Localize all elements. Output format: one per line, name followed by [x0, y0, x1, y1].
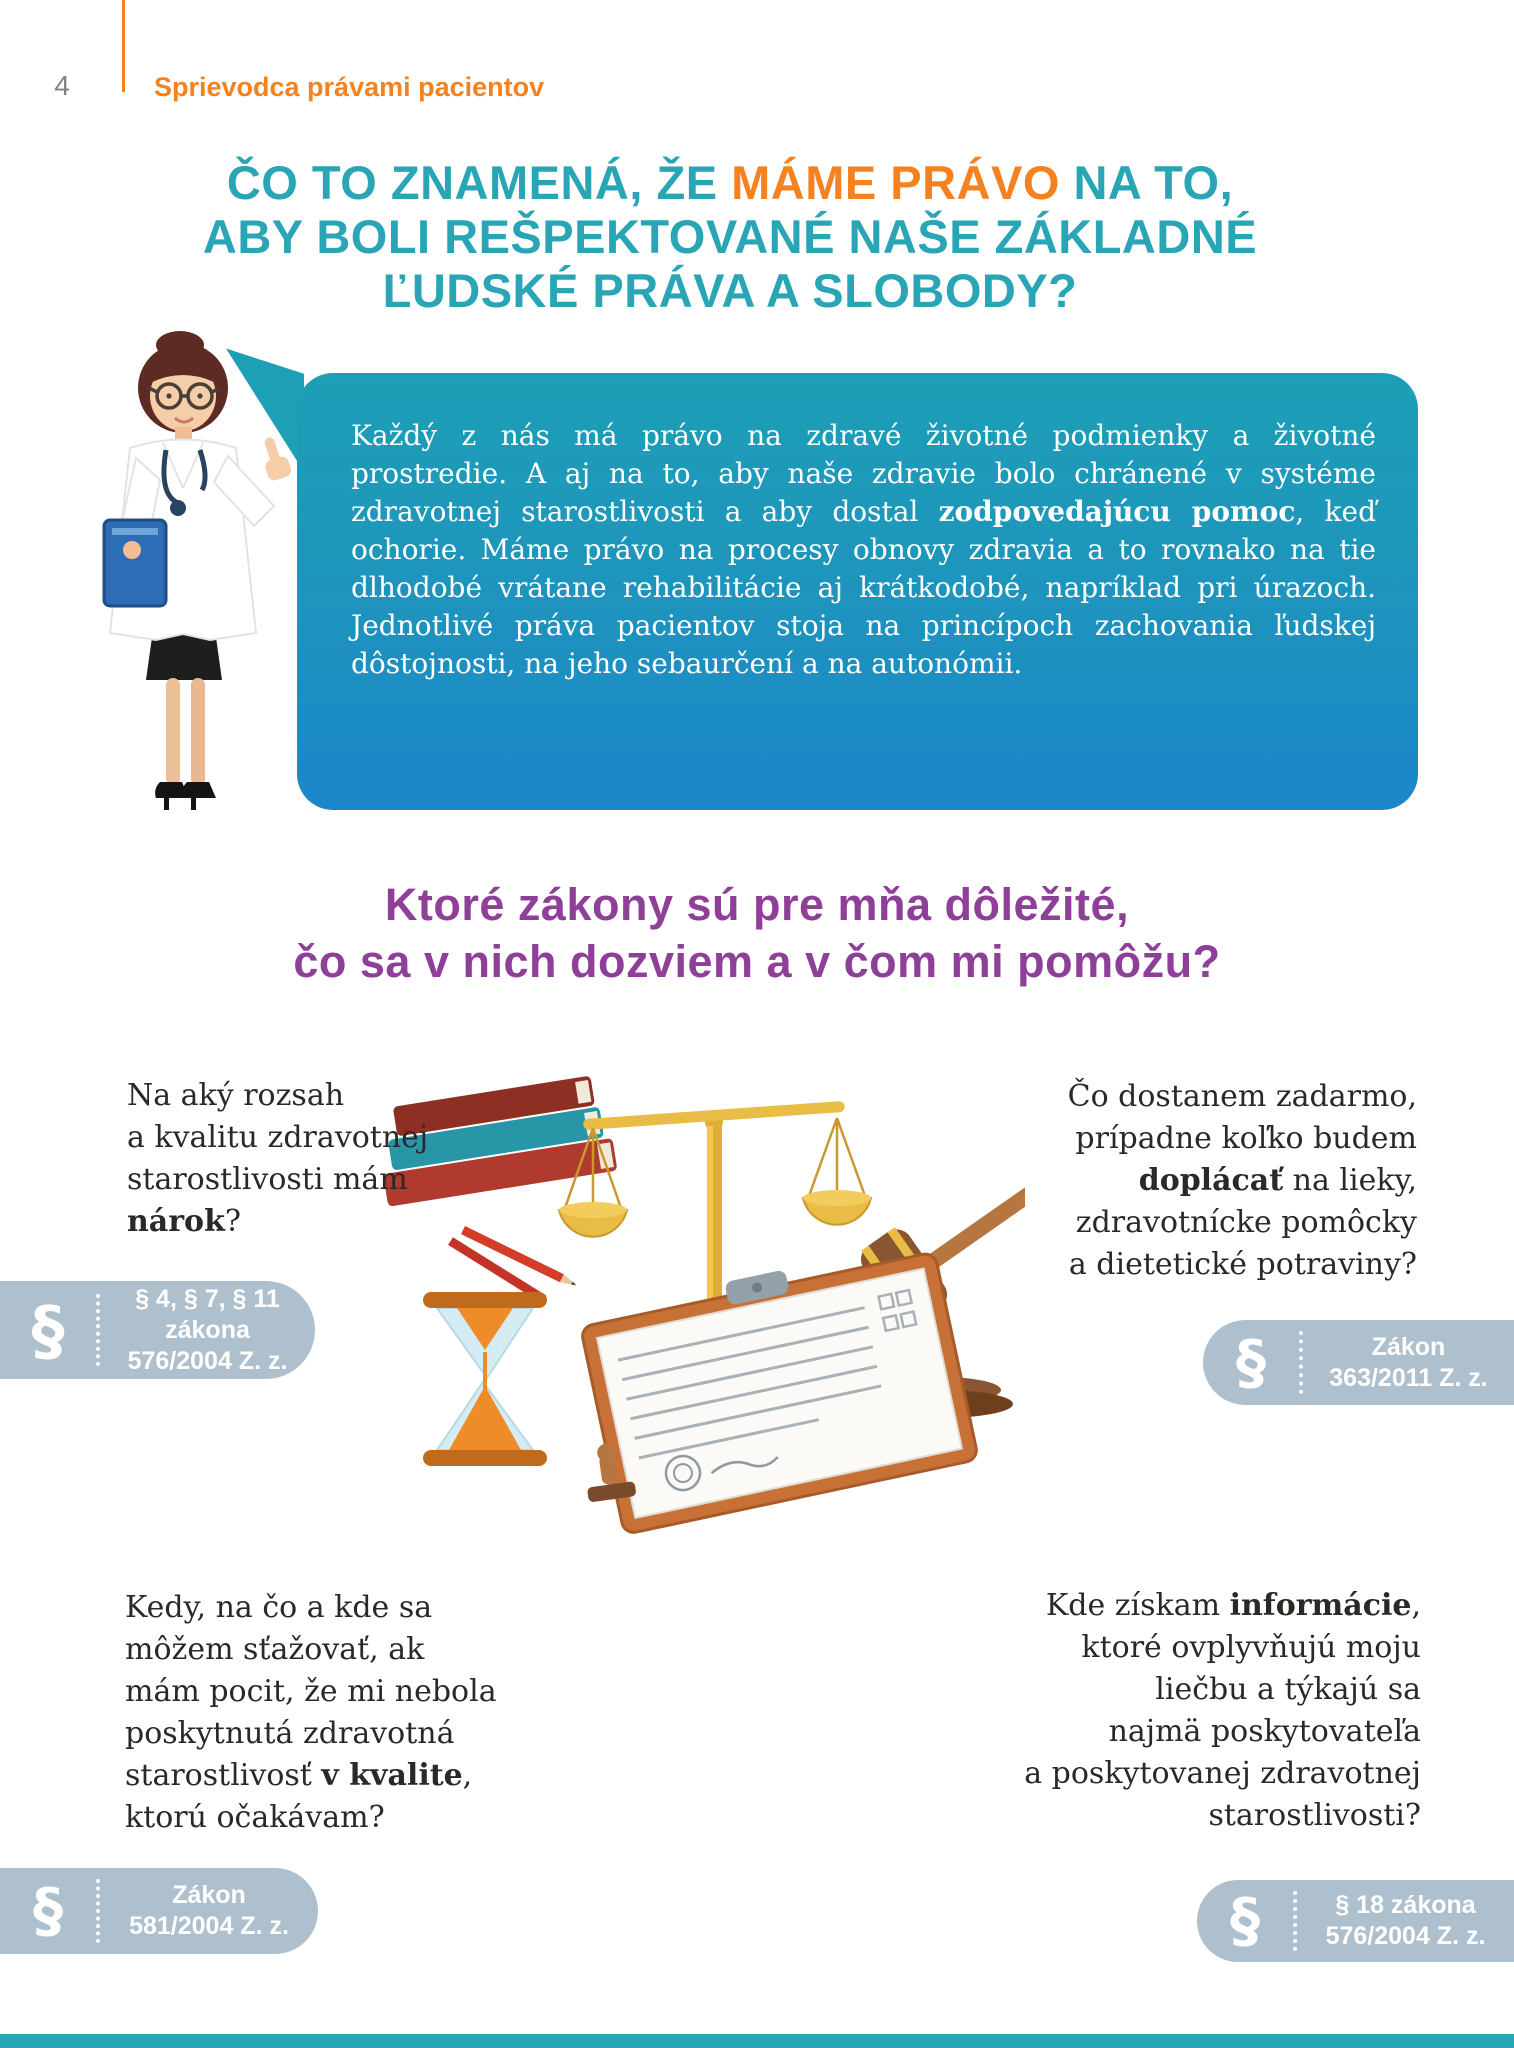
law-badge-line: 363/2011 Z. z.: [1329, 1363, 1488, 1392]
law-badge-line: § 4, § 7, § 11: [135, 1284, 280, 1313]
question-text: [125, 1587, 497, 1839]
law-badge: [1203, 1320, 1514, 1405]
paragraph-icon: §: [1230, 1886, 1260, 1956]
thumbs-up-icon: [257, 434, 293, 482]
question-line: najmä poskytovateľa: [1108, 1714, 1421, 1749]
question-block-bottom-right: [914, 1585, 1514, 1967]
question-text: [1024, 1585, 1421, 1837]
bubble-text-bold: zodpovedajúcu pomoc: [938, 495, 1296, 528]
header-title: Sprievodca právami pacientov: [154, 72, 545, 102]
question-line: zdravotnícke pomôcky: [1075, 1205, 1417, 1240]
paragraph-icon: §: [33, 1876, 63, 1946]
law-badge-text: [100, 1868, 318, 1954]
law-badge: [0, 1281, 315, 1379]
question-line: doplácať na lieky,: [1138, 1163, 1417, 1198]
question-line: liečbu a týkajú sa: [1155, 1672, 1421, 1707]
question-line: ktorú očakávam?: [125, 1800, 385, 1835]
question-line: Kedy, na čo a kde sa: [125, 1590, 433, 1625]
header-divider: [122, 0, 125, 92]
paragraph-icon: §: [1236, 1327, 1266, 1398]
question-line: nárok?: [127, 1204, 241, 1239]
section-heading-line1: Ktoré zákony sú pre mňa dôležité,: [384, 879, 1130, 930]
question-text: [1068, 1076, 1417, 1286]
question-line: ktoré ovplyvňujú moju: [1081, 1630, 1421, 1665]
page-number: 4: [54, 70, 70, 101]
question-line: môžem sťažovať, ak: [125, 1632, 425, 1667]
question-line: Na aký rozsah: [127, 1078, 345, 1113]
section-heading-line2: čo sa v nich dozviem a v čom mi pomôžu?: [293, 936, 1221, 987]
law-badge-line: Zákon: [1371, 1332, 1446, 1361]
doctor-hand: [123, 541, 141, 559]
title-line3: ĽUDSKÉ PRÁVA A SLOBODY?: [382, 264, 1078, 317]
section-heading: [0, 876, 1514, 990]
law-badge-text: [1297, 1880, 1514, 1962]
question-line: poskytnutá zdravotná: [125, 1716, 455, 1751]
title-line1-post: NA TO,: [1059, 156, 1234, 209]
bubble-text-before: Každý z nás má právo na zdravé životné podmienky a životné prostredie. A aj na to, aby naše zdravie bolo chránené v systéme zdravotnej starostlivosti a aby dostal: [351, 419, 1376, 528]
law-badge: [0, 1868, 318, 1954]
law-badge-line: 576/2004 Z. z.: [127, 1346, 288, 1375]
speech-bubble-text: [351, 417, 1376, 683]
speech-bubble: [297, 373, 1418, 810]
law-badge-text: [100, 1281, 315, 1379]
question-line: starostlivosť v kvalite,: [125, 1758, 473, 1793]
law-badge-line: 576/2004 Z. z.: [1325, 1922, 1486, 1950]
doctor-shoe: [182, 782, 216, 798]
question-line: prípadne koľko budem: [1075, 1121, 1417, 1156]
page-title: [0, 156, 1460, 318]
question-line: a kvalitu zdravotnej: [127, 1120, 429, 1155]
footer-accent-bar: [0, 2034, 1514, 2048]
bubble-text-after: , keď ochorie. Máme právo na procesy obnovy zdravia a to rovnako na tie dlhodobé vrátane rehabilitácie aj krátkodobé, napríklad pri úrazoch. Jednotlivé práva pacientov stoja na princípoch zachovania ľudskej dôstojnosti, na jeho sebaurčení a na autonómii.: [351, 495, 1376, 680]
question-line: a dietetické potraviny?: [1068, 1247, 1417, 1282]
law-badge: [1197, 1880, 1514, 1962]
law-badge-text: [1303, 1320, 1514, 1405]
paragraph-icon: §: [31, 1291, 65, 1369]
law-badge-line: zákona: [165, 1315, 250, 1344]
doctor-illustration: [78, 328, 310, 836]
question-line: starostlivosti?: [1208, 1798, 1421, 1833]
question-line: mám pocit, že mi nebola: [125, 1674, 497, 1709]
question-block-bottom-left: [0, 1587, 620, 1957]
law-badge-line: 581/2004 Z. z.: [129, 1912, 289, 1940]
doctor-leg: [166, 678, 180, 786]
question-line: Čo dostanem zadarmo,: [1067, 1079, 1417, 1114]
law-badge-line: Zákon: [172, 1881, 246, 1909]
question-block-top-left: [0, 1075, 620, 1385]
law-badge-line: § 18 zákona: [1335, 1891, 1476, 1919]
title-line1-pre: ČO TO ZNAMENÁ, ŽE: [226, 156, 732, 209]
question-line: starostlivosti mám: [127, 1162, 408, 1197]
question-line: a poskytovanej zdravotnej: [1024, 1756, 1421, 1791]
question-line: Kde získam informácie,: [1045, 1588, 1421, 1623]
title-line1-highlight: MÁME PRÁVO: [731, 156, 1060, 209]
doctor-leg: [191, 678, 205, 786]
question-text: [127, 1075, 428, 1243]
question-block-top-right: [914, 1076, 1514, 1410]
title-line2: ABY BOLI REŠPEKTOVANÉ NAŠE ZÁKLADNÉ: [202, 210, 1258, 263]
